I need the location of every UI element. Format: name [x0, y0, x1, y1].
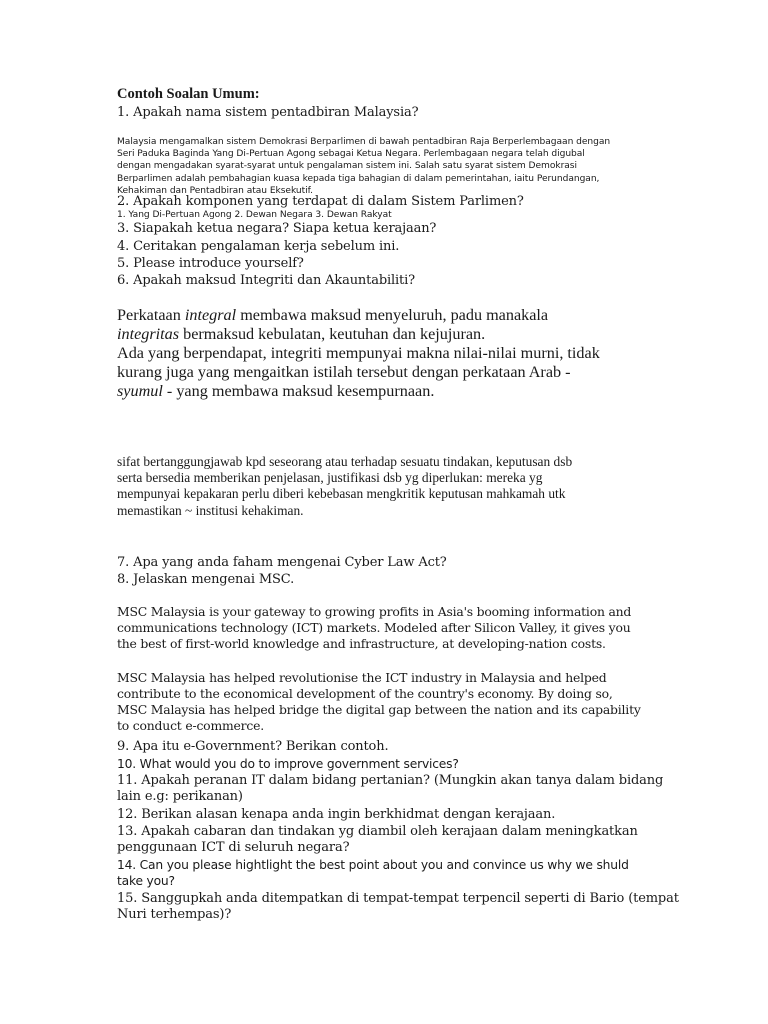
question-14-line: 14. Can you please hightlight the best point about you and convince us why we shuld	[117, 858, 629, 872]
question-15-line: 15. Sanggupkah anda ditempatkan di tempat-tempat terpencil seperti di Bario (tempat	[117, 891, 679, 906]
akauntabiliti-line: sifat bertanggungjawab kpd seseorang atau terhadap sesuatu tindakan, keputusan dsb	[117, 454, 573, 469]
integriti-line: syumul - yang membawa maksud kesempurnaan.	[117, 382, 435, 400]
akauntabiliti-line: serta bersedia memberikan penjelasan, justifikasi dsb yg diperlukan: mereka yg	[117, 470, 543, 486]
question-10: 10. What would you do to improve government services?	[117, 757, 459, 771]
akauntabiliti-line: memastikan ~ institusi kehakiman.	[117, 502, 304, 518]
msc-paragraph-1	[117, 604, 631, 652]
question-13-line: penggunaan ICT di seluruh negara?	[117, 840, 350, 855]
question-6: 6. Apakah maksud Integriti dan Akauntabiliti?	[117, 273, 415, 288]
term-syumul: syumul	[117, 382, 163, 400]
akauntabiliti-line: mempunyai kepakaran perlu diberi kebebasan mengkritik keputusan mahkamah utk	[117, 486, 566, 502]
term-integritas: integritas	[117, 325, 180, 343]
msc-line: the best of first-world knowledge and infrastructure, at developing-nation costs.	[117, 636, 606, 651]
akauntabiliti-definition	[117, 454, 572, 519]
question-11-line: lain e.g: perikanan)	[117, 789, 243, 804]
question-13-line: 13. Apakah cabaran dan tindakan yg diambil oleh kerajaan dalam meningkatkan	[117, 824, 638, 839]
question-12: 12. Berikan alasan kenapa anda ingin berkhidmat dengan kerajaan.	[117, 807, 556, 822]
question-13	[117, 824, 638, 856]
integriti-line: integritas bermaksud kebulatan, keutuhan dan kejujuran.	[117, 325, 486, 343]
question-9: 9. Apa itu e-Government? Berikan contoh.	[117, 739, 389, 754]
answer-1-line: Kehakiman dan Pentadbiran atau Eksekutif.	[117, 185, 313, 196]
question-15	[117, 891, 679, 923]
msc-line: to conduct e-commerce.	[117, 718, 265, 733]
integriti-line: Perkataan integral membawa maksud menyeluruh, padu manakala	[117, 306, 549, 324]
question-8: 8. Jelaskan mengenai MSC.	[117, 572, 295, 587]
answer-1-line: Seri Paduka Baginda Yang Di-Pertuan Agong sebagai Ketua Negara. Perlembagaan negara telah digubal	[117, 149, 585, 160]
question-14-line: take you?	[117, 874, 175, 888]
integriti-definition	[117, 306, 600, 401]
answer-1-line: Berparlimen adalah pembahagian kuasa kepada tiga bahagian di dalam pemerintahan, iaitu Perundangan,	[117, 173, 600, 184]
msc-line: MSC Malaysia is your gateway to growing profits in Asia's booming information and	[117, 604, 632, 619]
question-11-line: 11. Apakah peranan IT dalam bidang pertanian? (Mungkin akan tanya dalam bidang	[117, 773, 664, 788]
answer-1-line: Malaysia mengamalkan sistem Demokrasi Berparlimen di bawah pentadbiran Raja Berperlembagaan dengan	[117, 137, 611, 147]
question-5: 5. Please introduce yourself?	[117, 256, 304, 271]
answer-1-line: dengan mengadakan syarat-syarat untuk pengalaman sistem ini. Salah satu syarat sistem Demokrasi	[117, 161, 577, 172]
question-15-line: Nuri terhempas)?	[117, 907, 232, 922]
msc-line: MSC Malaysia has helped bridge the digital gap between the nation and its capability	[117, 702, 641, 717]
document-heading: Contoh Soalan Umum:	[117, 86, 260, 102]
term-integral: integral	[184, 306, 237, 324]
msc-paragraph-2	[117, 670, 641, 734]
msc-line: contribute to the economical development of the country's economy. By doing so,	[117, 686, 613, 701]
question-3: 3. Siapakah ketua negara? Siapa ketua kerajaan?	[117, 221, 437, 236]
msc-line: communications technology (ICT) markets. Modeled after Silicon Valley, it gives you	[117, 620, 631, 635]
question-1: 1. Apakah nama sistem pentadbiran Malaysia?	[117, 105, 419, 120]
question-11	[117, 773, 663, 805]
answer-2: 1. Yang Di-Pertuan Agong 2. Dewan Negara 3. Dewan Rakyat	[117, 210, 392, 220]
integriti-line: Ada yang berpendapat, integriti mempunyai makna nilai-nilai murni, tidak	[117, 344, 600, 362]
question-2: 2. Apakah komponen yang terdapat di dalam Sistem Parlimen?	[117, 194, 524, 209]
question-4: 4. Ceritakan pengalaman kerja sebelum ini.	[117, 239, 400, 254]
question-7: 7. Apa yang anda faham mengenai Cyber Law Act?	[117, 555, 447, 570]
integriti-line: kurang juga yang mengaitkan istilah tersebut dengan perkataan Arab -	[117, 363, 571, 381]
msc-line: MSC Malaysia has helped revolutionise the ICT industry in Malaysia and helped	[117, 670, 607, 685]
answer-1	[117, 136, 610, 197]
question-14	[117, 857, 629, 889]
